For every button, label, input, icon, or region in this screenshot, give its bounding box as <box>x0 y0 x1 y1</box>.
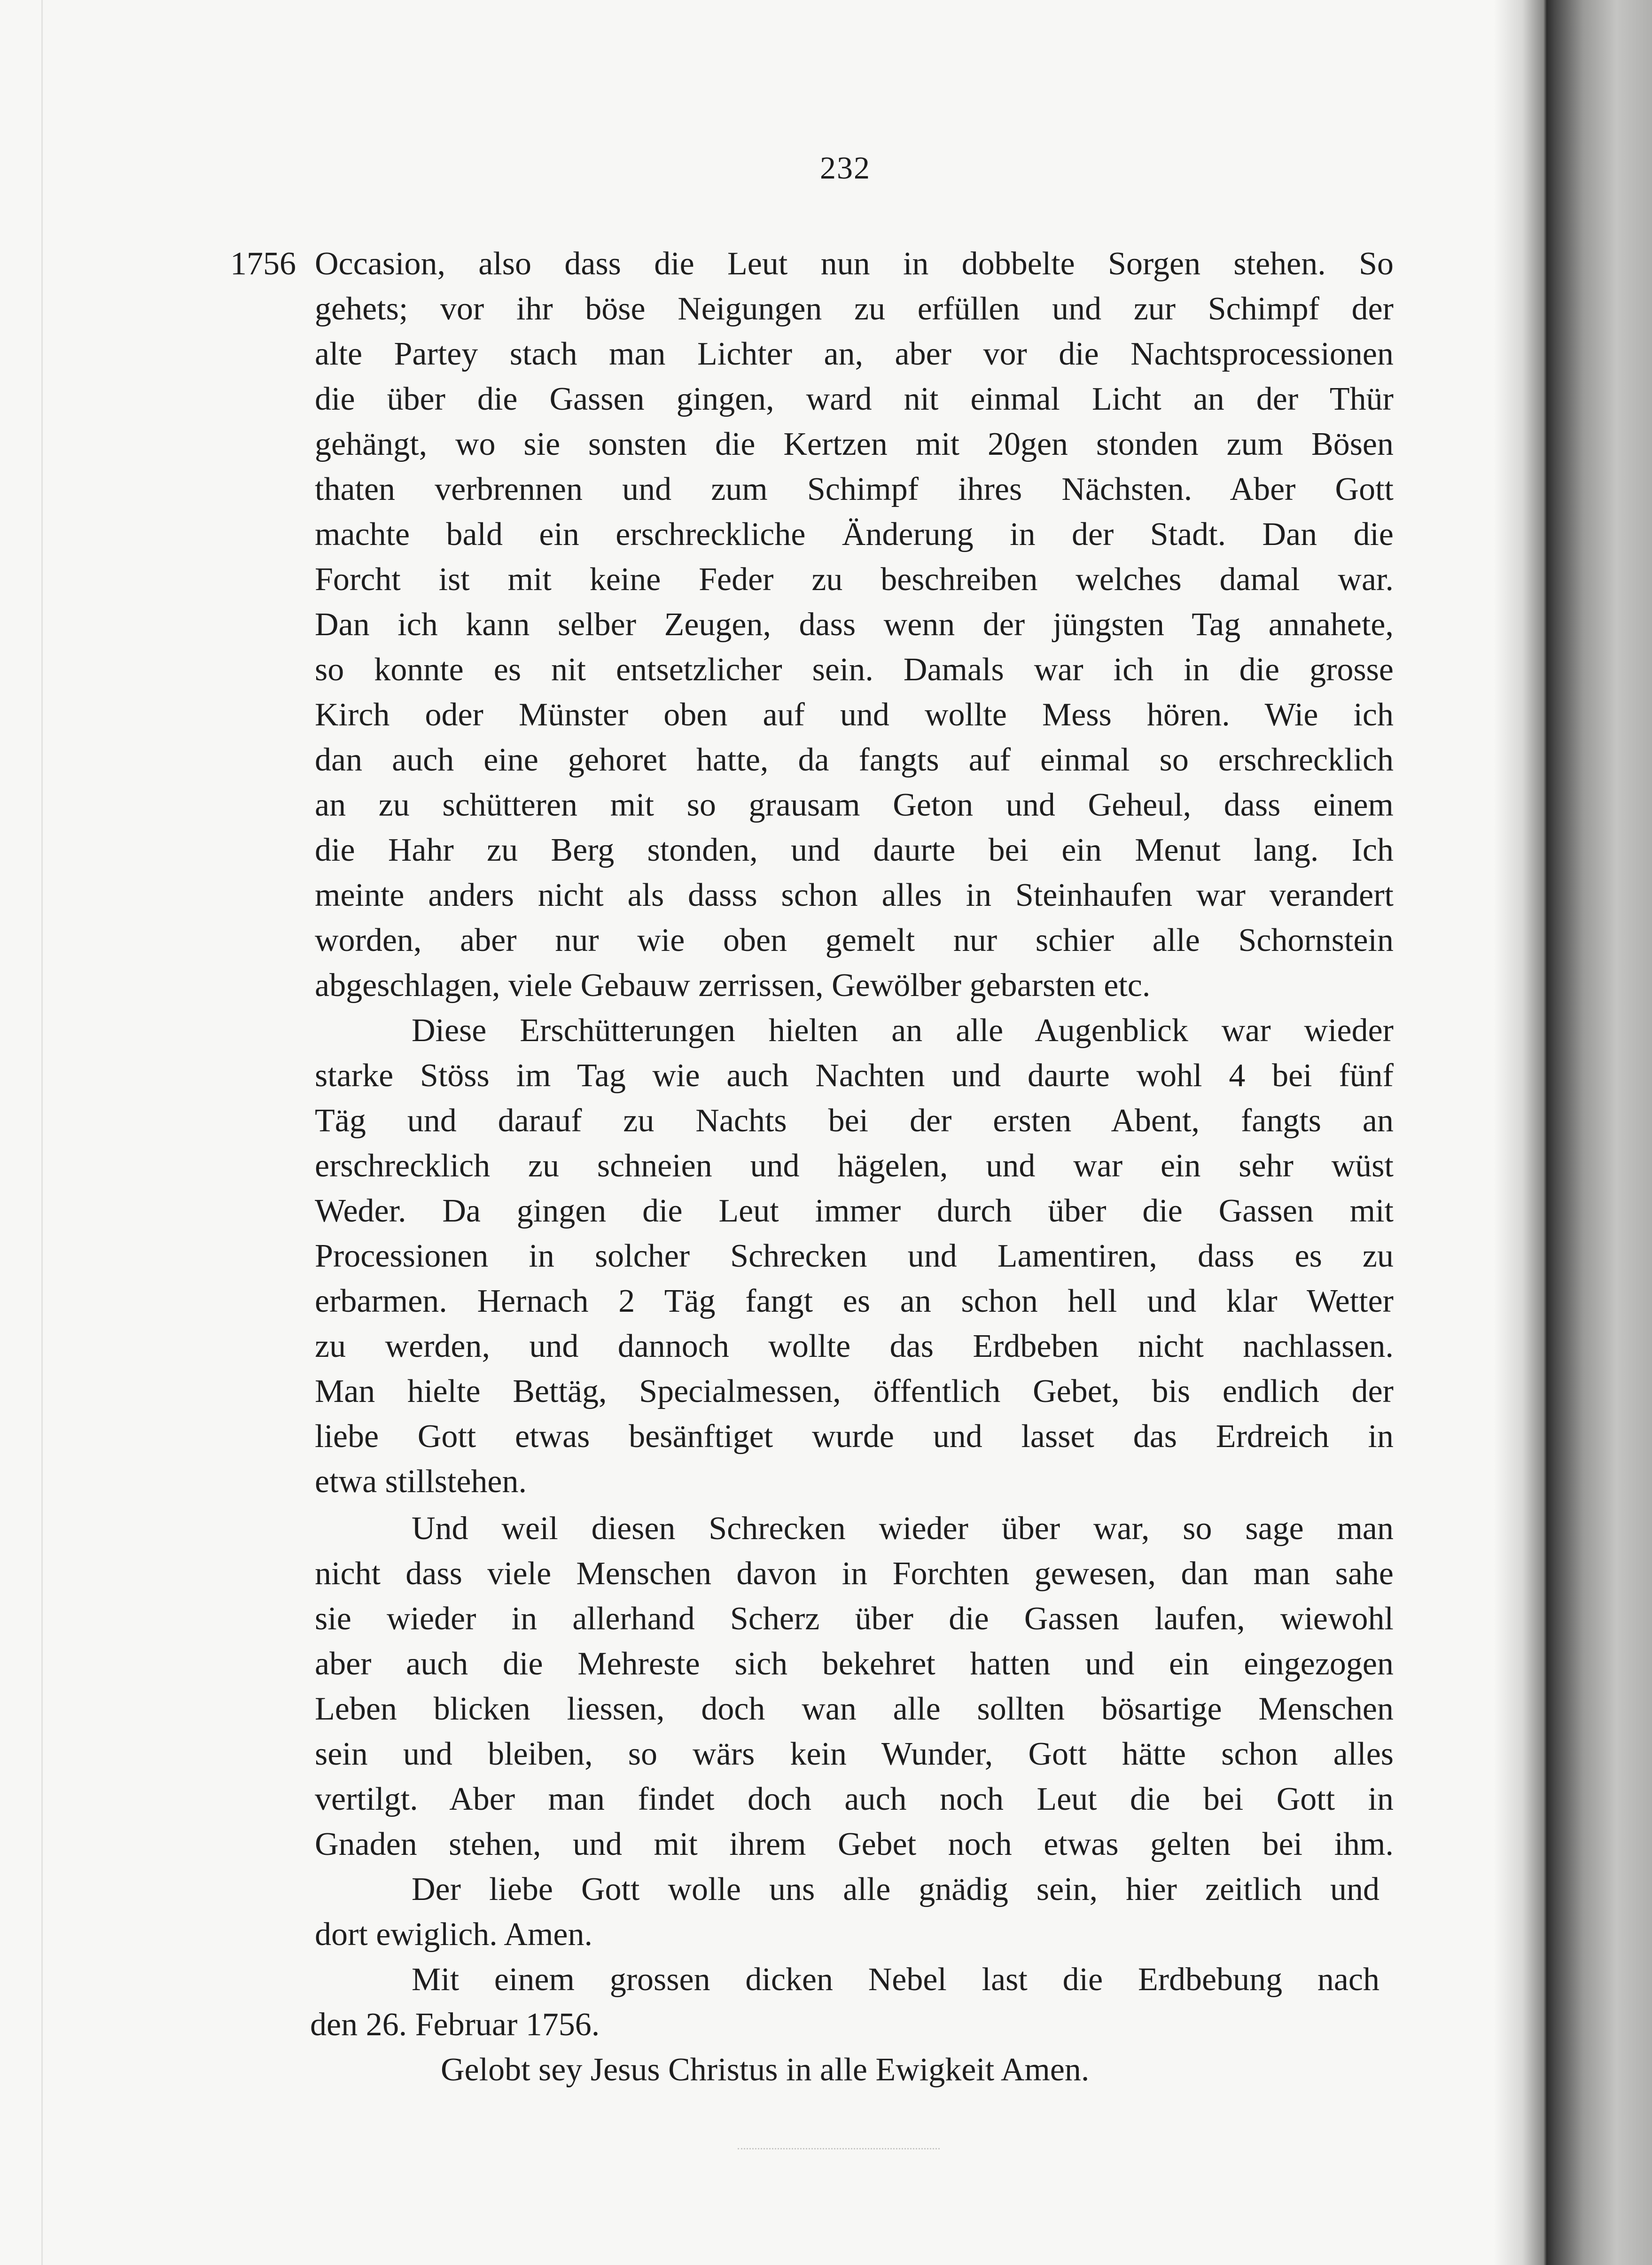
text-line: Forcht ist mit keine Feder zu beschreiben welches damal war. <box>315 561 1394 598</box>
margin-year: 1756 <box>230 246 296 282</box>
text-line: sie wieder in allerhand Scherz über die Gassen laufen, wiewohl <box>315 1601 1394 1637</box>
paragraph <box>315 1867 1394 1957</box>
text-line: erschrecklich zu schneien und hägelen, und war ein sehr wüst <box>315 1148 1394 1184</box>
scan-left-edge <box>41 0 43 2265</box>
text-line: liebe Gott etwas besänftiget wurde und lasset das Erdreich in <box>315 1418 1394 1455</box>
text-line: Processionen in solcher Schrecken und Lamentiren, dass es zu <box>315 1238 1394 1274</box>
text-line: gehets; vor ihr böse Neigungen zu erfüllen und zur Schimpf der <box>315 291 1394 327</box>
text-line: thaten verbrennen und zum Schimpf ihres Nächsten. Aber Gott <box>315 471 1394 507</box>
page-number: 232 <box>820 150 871 186</box>
text-line: Mit einem grossen dicken Nebel last die Erdbebung nach <box>412 1961 1379 1998</box>
text-line: starke Stöss im Tag wie auch Nachten und daurte wohl 4 bei fünf <box>315 1058 1394 1094</box>
text-line: zu werden, und dannoch wollte das Erdbeben nicht nachlassen. <box>315 1328 1394 1364</box>
text-line: meinte anders nicht als dasss schon alles in Steinhaufen war verandert <box>315 877 1394 913</box>
text-line: alte Partey stach man Lichter an, aber vor die Nachtsprocessionen <box>315 336 1394 372</box>
text-line: dan auch eine gehoret hatte, da fangts auf einmal so erschrecklich <box>315 742 1394 778</box>
text-line: vertilgt. Aber man findet doch auch noch Leut die bei Gott in <box>315 1781 1394 1817</box>
bottom-rule <box>738 2148 940 2149</box>
text-line: abgeschlagen, viele Gebauw zerrissen, Gewölber gebarsten etc. <box>315 967 1151 1004</box>
text-line: nicht dass viele Menschen davon in Forchten gewesen, dan man sahe <box>315 1556 1394 1592</box>
text-line: Occasion, also dass die Leut nun in dobbelte Sorgen stehen. So <box>315 246 1394 282</box>
text-line: worden, aber nur wie oben gemelt nur schier alle Schornstein <box>315 922 1394 958</box>
text-line: Kirch oder Münster oben auf und wollte Mess hören. Wie ich <box>315 697 1394 733</box>
paragraph <box>315 241 1394 1008</box>
text-line: Täg und darauf zu Nachts bei der ersten Abent, fangts an <box>315 1103 1394 1139</box>
paragraph <box>310 1957 1394 2047</box>
paragraph <box>315 2047 1394 2093</box>
paragraph <box>315 1008 1394 1504</box>
text-line: so konnte es nit entsetzlicher sein. Damals war ich in die grosse <box>315 652 1394 688</box>
text-line: machte bald ein erschreckliche Änderung in der Stadt. Dan die <box>315 516 1394 553</box>
text-line: Gnaden stehen, und mit ihrem Gebet noch etwas gelten bei ihm. <box>315 1826 1394 1862</box>
text-line: die über die Gassen gingen, ward nit einmal Licht an der Thür <box>315 381 1394 417</box>
text-line: sein und bleiben, so wärs kein Wunder, Gott hätte schon alles <box>315 1736 1394 1772</box>
text-line: aber auch die Mehreste sich bekehret hatten und ein eingezogen <box>315 1646 1394 1682</box>
text-line: Und weil diesen Schrecken wieder über war, so sage man <box>412 1510 1394 1547</box>
text-line: etwa stillstehen. <box>315 1463 527 1500</box>
text-line: den 26. Februar 1756. <box>310 2007 600 2043</box>
text-line: gehängt, wo sie sonsten die Kertzen mit 20gen stonden zum Bösen <box>315 426 1394 462</box>
text-line: Gelobt sey Jesus Christus in alle Ewigkeit Amen. <box>441 2052 1090 2088</box>
text-line: an zu schütteren mit so grausam Geton und Geheul, dass einem <box>315 787 1394 823</box>
text-line: Man hielte Bettäg, Specialmessen, öffentlich Gebet, bis endlich der <box>315 1373 1394 1409</box>
text-line: Leben blicken liessen, doch wan alle sollten bösartige Menschen <box>315 1691 1394 1727</box>
text-line: Dan ich kann selber Zeugen, dass wenn der jüngsten Tag annahete, <box>315 607 1394 643</box>
scan-binding-shadow <box>1494 0 1652 2265</box>
text-line: die Hahr zu Berg stonden, und daurte bei ein Menut lang. Ich <box>315 832 1394 868</box>
text-line: erbarmen. Hernach 2 Täg fangt es an schon hell und klar Wetter <box>315 1283 1394 1319</box>
document-body <box>310 241 1394 2093</box>
text-line: Weder. Da gingen die Leut immer durch über die Gassen mit <box>315 1193 1394 1229</box>
text-line: dort ewiglich. Amen. <box>315 1916 593 1953</box>
text-line: Der liebe Gott wolle uns alle gnädig sein, hier zeitlich und <box>412 1871 1379 1907</box>
paragraph <box>315 1506 1394 1867</box>
text-line: Diese Erschütterungen hielten an alle Augenblick war wieder <box>412 1012 1394 1049</box>
